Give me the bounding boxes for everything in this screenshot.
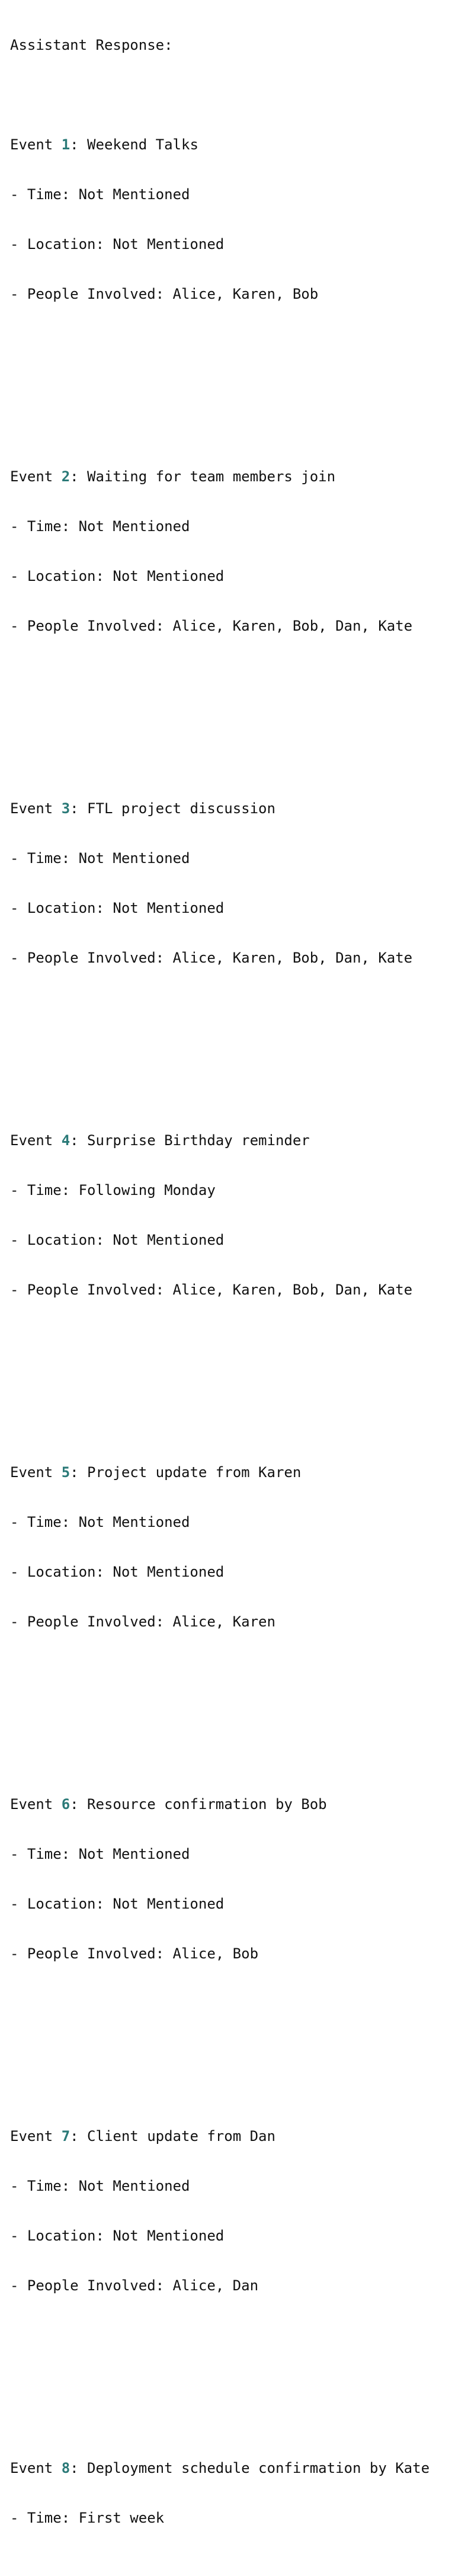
event-title: : Deployment schedule confirmation by Kate: [70, 2460, 430, 2476]
event-title: : Weekend Talks: [70, 136, 198, 153]
event-title: : Client update from Dan: [70, 2128, 275, 2144]
event-number: 5: [61, 1464, 71, 1481]
event-people: - People Involved: Alice, Karen, Bob, Dan, Kate: [10, 1281, 413, 1298]
event-heading: [10, 1132, 430, 1149]
event-people: - People Involved: Alice, Dan: [10, 2277, 259, 2294]
event-location: - Location: Not Mentioned: [10, 900, 225, 916]
event-people: - People Involved: Alice, Bob: [10, 1945, 259, 1962]
event-location: - Location: Not Mentioned: [10, 236, 225, 253]
event-time: - Time: Not Mentioned: [10, 1846, 190, 1862]
event-block: [10, 103, 430, 335]
event-heading: [10, 136, 430, 153]
event-people: - People Involved: Alice, Karen, Bob, Dan, Kate: [10, 950, 413, 966]
event-time: - Time: Not Mentioned: [10, 850, 190, 867]
event-prefix: Event: [10, 2460, 62, 2476]
event-number: 7: [61, 2128, 71, 2144]
event-spacer: [10, 369, 430, 385]
event-number: 3: [61, 800, 71, 817]
event-block: [10, 1763, 430, 1995]
event-number: 1: [61, 136, 71, 153]
event-block: [10, 1099, 430, 1331]
event-people: - People Involved: Alice, Karen: [10, 1613, 275, 1630]
event-location: - Location: Not Mentioned: [10, 1564, 225, 1580]
event-number: 6: [61, 1796, 71, 1813]
event-prefix: Event: [10, 2128, 62, 2144]
event-people: - People Involved: Alice, Karen, Bob, Dan, Kate: [10, 618, 413, 634]
event-time: - Time: Not Mentioned: [10, 186, 190, 203]
event-number: 2: [61, 468, 71, 485]
event-time: - Time: Following Monday: [10, 1182, 216, 1198]
event-location: - Location: Not Mentioned: [10, 1232, 225, 1248]
event-spacer: [10, 1364, 430, 1381]
event-title: : Resource confirmation by Bob: [70, 1796, 327, 1813]
event-prefix: Event: [10, 1796, 62, 1813]
event-heading: [10, 800, 430, 817]
event-block: [10, 1431, 430, 1663]
event-heading: [10, 2128, 430, 2144]
event-prefix: Event: [10, 468, 62, 485]
event-location: - Location: Not Mentioned: [10, 1896, 225, 1912]
event-heading: [10, 1464, 430, 1481]
event-block: [10, 435, 430, 667]
event-spacer: [10, 701, 430, 717]
assistant-response-document: [10, 4, 430, 2576]
event-title: : Surprise Birthday reminder: [70, 1132, 310, 1149]
event-prefix: Event: [10, 800, 62, 817]
event-block: [10, 767, 430, 999]
event-block: [10, 2095, 430, 2327]
event-spacer: [10, 1696, 430, 1713]
event-time: - Time: Not Mentioned: [10, 518, 190, 535]
event-number: 4: [61, 1132, 71, 1149]
event-heading: [10, 2460, 430, 2476]
event-spacer: [10, 2360, 430, 2377]
event-time: - Time: Not Mentioned: [10, 1514, 190, 1530]
event-prefix: Event: [10, 136, 62, 153]
event-location: - Location: Not Mentioned: [10, 2227, 225, 2244]
event-title: : FTL project discussion: [70, 800, 275, 817]
event-time: - Time: Not Mentioned: [10, 2178, 190, 2194]
event-heading: [10, 468, 430, 485]
event-spacer: [10, 2028, 430, 2045]
event-location: - Location: Not Mentioned: [10, 568, 225, 584]
event-time: - Time: First week: [10, 2510, 165, 2526]
event-prefix: Event: [10, 1132, 62, 1149]
response-header: Assistant Response:: [10, 37, 173, 53]
event-number: 8: [61, 2460, 71, 2476]
event-people: - People Involved: Alice, Karen, Bob: [10, 286, 319, 302]
event-block: [10, 2427, 430, 2559]
event-prefix: Event: [10, 1464, 62, 1481]
event-heading: [10, 1796, 430, 1813]
event-title: : Waiting for team members join: [70, 468, 336, 485]
event-title: : Project update from Karen: [70, 1464, 302, 1481]
event-spacer: [10, 1033, 430, 1049]
